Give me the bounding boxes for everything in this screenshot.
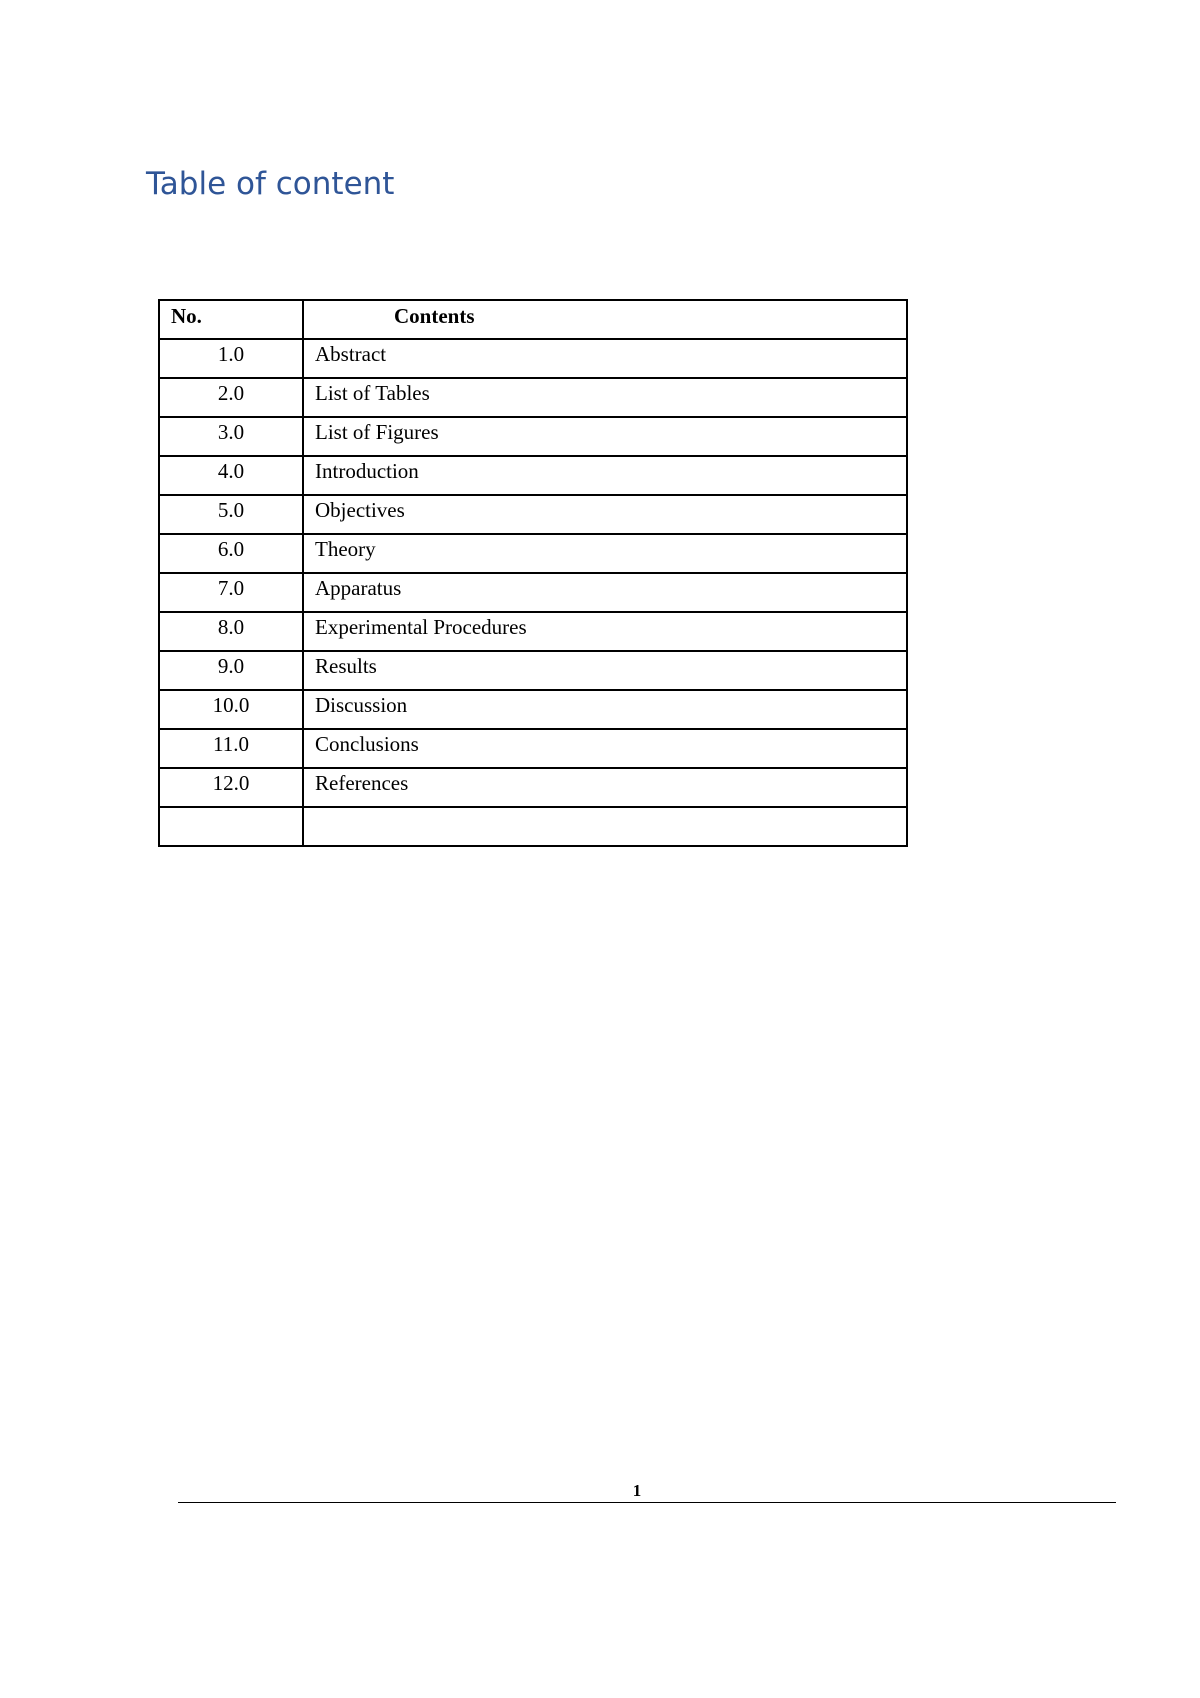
page-title: Table of content: [146, 166, 395, 202]
table-row: [159, 339, 907, 378]
row-number: 12.0: [159, 768, 303, 807]
table-row: [159, 378, 907, 417]
table-row: [159, 534, 907, 573]
row-contents: List of Tables: [303, 378, 907, 417]
table-row: [159, 768, 907, 807]
table-row: [159, 456, 907, 495]
row-number: 3.0: [159, 417, 303, 456]
row-number: 7.0: [159, 573, 303, 612]
table-row-empty: [159, 807, 907, 846]
table-row: [159, 690, 907, 729]
row-contents: Abstract: [303, 339, 907, 378]
row-contents: Discussion: [303, 690, 907, 729]
row-contents: [303, 807, 907, 846]
row-contents: Conclusions: [303, 729, 907, 768]
footer-divider: [178, 1502, 1116, 1503]
page-number: 1: [632, 1481, 642, 1500]
row-number: 6.0: [159, 534, 303, 573]
row-number: 5.0: [159, 495, 303, 534]
row-number: 4.0: [159, 456, 303, 495]
table-row: [159, 612, 907, 651]
row-contents: Apparatus: [303, 573, 907, 612]
row-contents: Objectives: [303, 495, 907, 534]
row-number: 9.0: [159, 651, 303, 690]
header-contents: Contents: [303, 300, 907, 339]
toc-table: [158, 299, 908, 847]
table-row: [159, 651, 907, 690]
row-contents: Results: [303, 651, 907, 690]
row-contents: Experimental Procedures: [303, 612, 907, 651]
table-header-row: [159, 300, 907, 339]
row-number: 11.0: [159, 729, 303, 768]
row-number: 10.0: [159, 690, 303, 729]
table-row: [159, 417, 907, 456]
row-number: [159, 807, 303, 846]
table-row: [159, 495, 907, 534]
table-row: [159, 729, 907, 768]
header-no: No.: [159, 300, 303, 339]
table-row: [159, 573, 907, 612]
row-contents: Introduction: [303, 456, 907, 495]
row-contents: Theory: [303, 534, 907, 573]
row-number: 8.0: [159, 612, 303, 651]
row-number: 1.0: [159, 339, 303, 378]
row-contents: List of Figures: [303, 417, 907, 456]
row-number: 2.0: [159, 378, 303, 417]
row-contents: References: [303, 768, 907, 807]
